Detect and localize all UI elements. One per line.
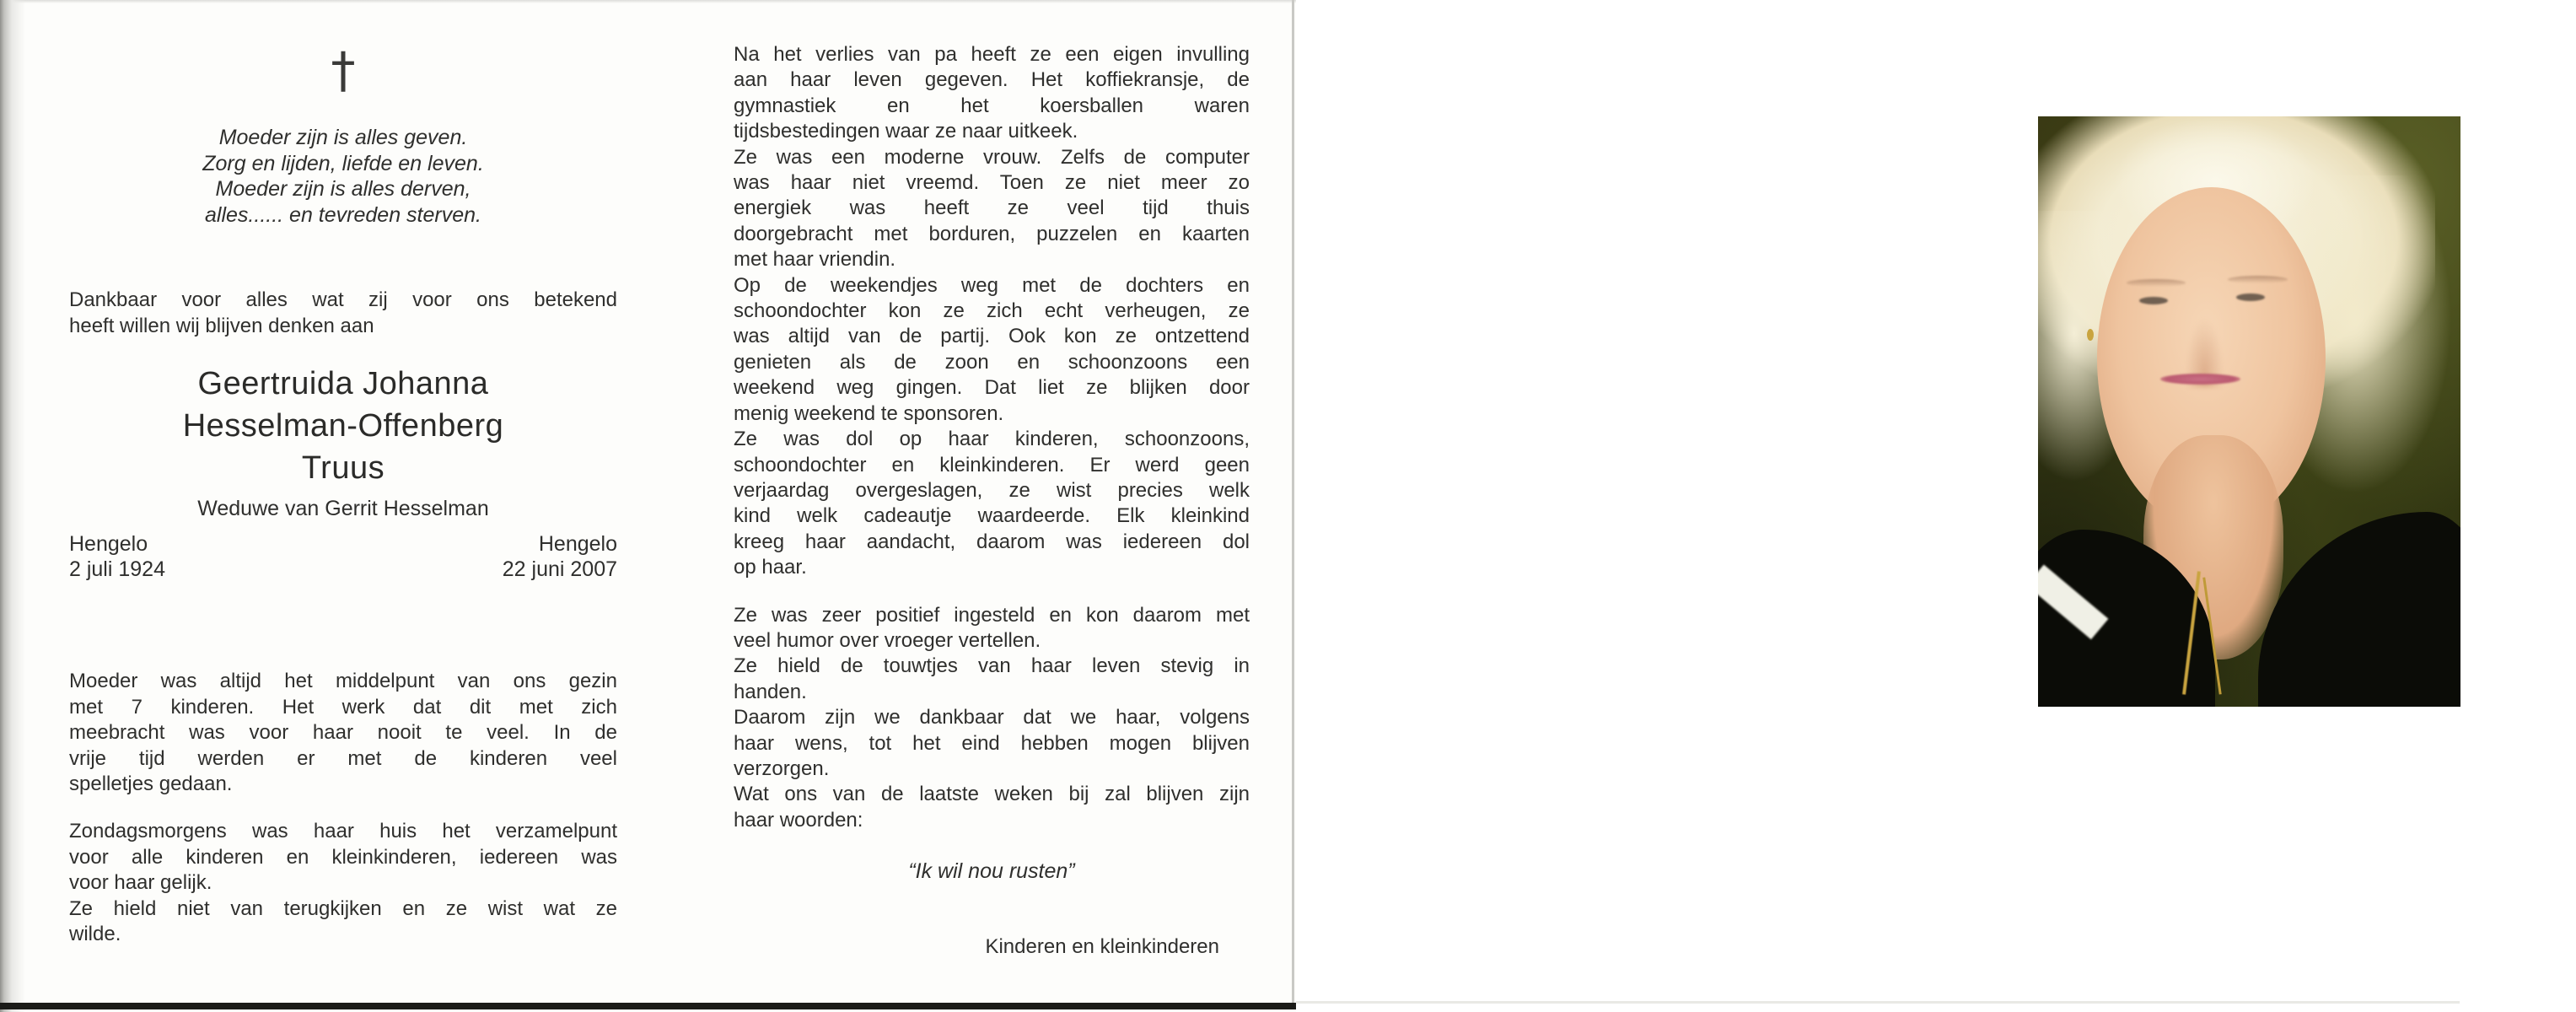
portrait-mouth bbox=[2160, 374, 2240, 385]
card-bottom-edge bbox=[0, 1003, 1296, 1009]
right-paragraph-2 bbox=[734, 145, 1250, 273]
birth-place: Hengelo bbox=[69, 532, 148, 556]
death-block bbox=[503, 531, 617, 582]
deceased-name bbox=[69, 363, 617, 521]
text-line: Ze was dol op haar kinderen, schoonzoons, bbox=[734, 428, 1250, 451]
text-line: Dankbaar voor alles wat zij voor ons betekend bbox=[69, 288, 617, 311]
birth-block bbox=[69, 531, 165, 582]
death-date: 22 juni 2007 bbox=[502, 557, 617, 581]
text-line: met haar vriendin. bbox=[734, 248, 896, 272]
right-paragraph-1 bbox=[734, 42, 1250, 145]
text-line: Ze hield niet van terugkijken en ze wist wat ze bbox=[69, 896, 617, 920]
text-line: heeft willen wij blijven denken aan bbox=[69, 315, 374, 337]
text-line: schoondochter en kleinkinderen. Er werd geen bbox=[734, 453, 1250, 476]
poem-line: Moeder zijn is alles derven, bbox=[215, 177, 471, 201]
card-left-page bbox=[69, 0, 617, 1012]
text-line: Zondagsmorgens was haar huis het verzamelpunt bbox=[69, 820, 617, 842]
text-line: schoondochter kon ze zich echt verheugen, ze bbox=[734, 299, 1250, 323]
cross-symbol: † bbox=[331, 41, 356, 99]
intro-text bbox=[69, 287, 617, 339]
text-line: meebracht was voor haar nooit te veel. In de bbox=[69, 721, 617, 744]
text-line: verjaardag overgeslagen, ze wist precies welk bbox=[734, 478, 1250, 502]
cover-bottom-edge-faint bbox=[1296, 1001, 2460, 1004]
poem-line: Zorg en lijden, liefde en leven. bbox=[202, 151, 484, 175]
text-line: spelletjes gedaan. bbox=[69, 772, 233, 795]
text-line: wilde. bbox=[69, 923, 121, 945]
text-line: veel humor over vroeger vertellen. bbox=[734, 628, 1041, 652]
text-line: doorgebracht met borduren, puzzelen en kaarten bbox=[734, 222, 1250, 245]
right-paragraph-4 bbox=[734, 427, 1250, 580]
portrait-earring bbox=[2087, 329, 2094, 341]
text-line: vrije tijd werden er met de kinderen veel bbox=[69, 746, 617, 770]
text-line: Ze was zeer positief ingesteld en kon daarom met bbox=[734, 603, 1250, 627]
birth-death-dates bbox=[69, 531, 617, 582]
left-paragraph-2 bbox=[69, 819, 617, 948]
right-paragraph-3 bbox=[734, 273, 1250, 427]
name-line-family-name: Hesselman-Offenberg bbox=[182, 408, 504, 444]
text-line: voor alle kinderen en kleinkinderen, iedereen was bbox=[69, 845, 617, 869]
card-right-page bbox=[734, 42, 1250, 961]
text-line: verzorgen. bbox=[734, 756, 830, 780]
text-line: Wat ons van de laatste weken bij zal blijven zijn bbox=[734, 783, 1250, 806]
text-line: kreeg haar aandacht, daarom was iedereen dol bbox=[734, 530, 1250, 553]
portrait-photo bbox=[2038, 116, 2460, 707]
text-line: Moeder was altijd het middelpunt van ons gezin bbox=[69, 670, 617, 692]
portrait-brow-left bbox=[2127, 279, 2186, 287]
text-line: handen. bbox=[734, 680, 807, 703]
text-line: tijdsbestedingen waar ze naar uitkeek. bbox=[734, 120, 1078, 143]
text-line: Ze was een moderne vrouw. Zelfs de computer bbox=[734, 145, 1250, 169]
poem-line: alles...... en tevreden sterven. bbox=[205, 202, 481, 227]
blank-line bbox=[734, 581, 1250, 603]
text-line: Daarom zijn we dankbaar dat we haar, volgens bbox=[734, 706, 1250, 729]
signature: Kinderen en kleinkinderen bbox=[985, 935, 1219, 959]
name-line-call-name: Truus bbox=[301, 450, 385, 486]
right-paragraph-6 bbox=[734, 654, 1250, 705]
last-words-quote: “Ik wil nou rusten” bbox=[908, 859, 1075, 884]
text-line: energiek was heeft ze veel tijd thuis bbox=[734, 196, 1250, 220]
portrait-brow-right bbox=[2228, 276, 2287, 283]
text-line: haar woorden: bbox=[734, 808, 863, 832]
widow-line: Weduwe van Gerrit Hesselman bbox=[197, 497, 489, 520]
poem-line: Moeder zijn is alles geven. bbox=[218, 126, 468, 149]
text-line: gymnastiek en het koersballen waren bbox=[734, 94, 1250, 117]
text-line: Op de weekendjes weg met de dochters en bbox=[734, 273, 1250, 297]
right-paragraph-7 bbox=[734, 705, 1250, 782]
text-line: menig weekend te sponsoren. bbox=[734, 401, 1004, 425]
left-paragraph-1 bbox=[69, 669, 617, 798]
right-paragraph-5 bbox=[734, 603, 1250, 654]
text-line: aan haar leven gegeven. Het koffiekransje, de bbox=[734, 68, 1250, 92]
poem bbox=[69, 125, 617, 228]
birth-date: 2 juli 1924 bbox=[69, 557, 165, 581]
text-line: weekend weg gingen. Dat liet ze blijken door bbox=[734, 376, 1250, 400]
text-line: voor haar gelijk. bbox=[69, 871, 212, 894]
portrait-clothing-right bbox=[2258, 512, 2460, 707]
card-left-edge-shadow bbox=[0, 0, 25, 1012]
text-line: met 7 kinderen. Het werk dat dit met zich bbox=[69, 695, 617, 719]
text-line: was haar niet vreemd. Toen ze niet meer zo bbox=[734, 171, 1250, 195]
name-line-first-names: Geertruida Johanna bbox=[197, 366, 489, 401]
text-line: was altijd van de partij. Ook kon ze ontzettend bbox=[734, 325, 1250, 348]
card-right-edge bbox=[1292, 0, 1294, 1009]
right-paragraph-8 bbox=[734, 782, 1250, 833]
text-line: kind welk cadeautje waardeerde. Elk kleinkind bbox=[734, 504, 1250, 528]
text-line: haar wens, tot het eind hebben mogen blijven bbox=[734, 731, 1250, 755]
text-line: op haar. bbox=[734, 556, 807, 579]
text-line: genieten als de zoon en schoonzoons een bbox=[734, 350, 1250, 374]
death-place: Hengelo bbox=[538, 532, 617, 556]
portrait-eye-left bbox=[2139, 297, 2168, 304]
text-line: Ze hield de touwtjes van haar leven stevig in bbox=[734, 654, 1250, 678]
text-line: Na het verlies van pa heeft ze een eigen invulling bbox=[734, 43, 1250, 66]
